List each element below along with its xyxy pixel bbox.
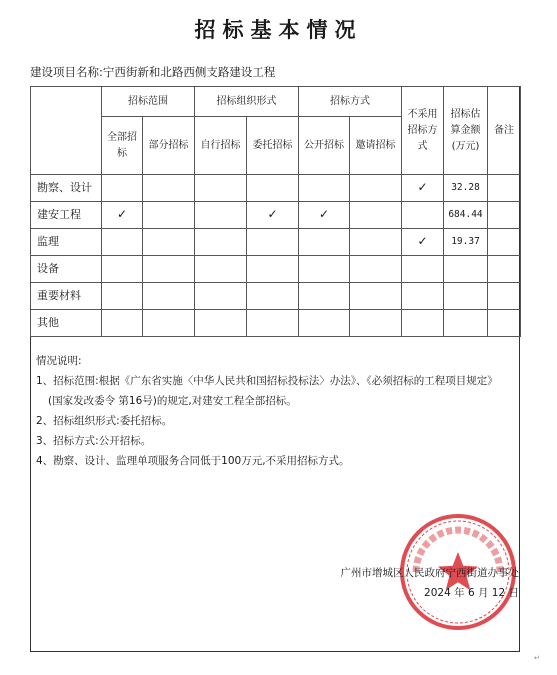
notes-item-1a: 1、招标范围:根据《广东省实施〈中华人民共和国招标投标法〉办法》、《必须招标的工程项目规定》 <box>36 375 498 387</box>
check-mark: ✓ <box>247 202 299 229</box>
header-scope: 招标范围 <box>102 87 195 117</box>
issue-date: 2024 年 6 月 12 日 <box>424 587 519 599</box>
header-remark: 备注 <box>488 87 521 175</box>
amount-cell: 684.44 <box>444 202 488 229</box>
corner-cell <box>31 87 102 175</box>
notes-item-1b: (国家发改委令 第16号)的规定,对建安工程全部招标。 <box>48 395 297 407</box>
tender-table <box>30 86 521 337</box>
issuer-name: 广州市增城区人民政府宁西街道办事处 <box>340 567 519 579</box>
table-row <box>31 175 521 202</box>
project-label: 建设项目名称: <box>30 65 103 79</box>
row-label: 监理 <box>31 229 102 256</box>
notes-item-4: 4、勘察、设计、监理单项服务合同低于100万元,不采用招标方式。 <box>36 455 350 467</box>
header-org-entrust: 委托招标 <box>247 117 299 175</box>
table-row <box>31 310 521 337</box>
notes-item-2: 2、招标组织形式:委托招标。 <box>36 415 173 427</box>
header-method: 招标方式 <box>299 87 402 117</box>
notes-item-3: 3、招标方式:公开招标。 <box>36 435 152 447</box>
row-label: 勘察、设计 <box>31 175 102 202</box>
check-mark: ✓ <box>402 229 444 256</box>
header-method-invite: 邀请招标 <box>350 117 402 175</box>
header-method-open: 公开招标 <box>299 117 350 175</box>
check-mark: ✓ <box>402 175 444 202</box>
header-not-tender: 不采用招标方式 <box>402 87 444 175</box>
header-scope-partial: 部分招标 <box>143 117 195 175</box>
amount-cell: 32.28 <box>444 175 488 202</box>
amount-cell <box>444 256 488 283</box>
header-org: 招标组织形式 <box>195 87 299 117</box>
project-line <box>30 64 275 80</box>
table-row <box>31 229 521 256</box>
notes-section <box>36 351 514 471</box>
header-amount: 招标估算金额(万元) <box>444 87 488 175</box>
header-scope-full: 全部招标 <box>102 117 143 175</box>
table-row <box>31 256 521 283</box>
check-mark: ✓ <box>102 202 143 229</box>
amount-cell <box>444 310 488 337</box>
amount-cell: 19.37 <box>444 229 488 256</box>
amount-cell <box>444 283 488 310</box>
check-mark: ✓ <box>299 202 350 229</box>
project-name: 宁西街新和北路西侧支路建设工程 <box>102 65 276 79</box>
row-label: 重要材料 <box>31 283 102 310</box>
header-org-self: 自行招标 <box>195 117 247 175</box>
row-label: 建安工程 <box>31 202 102 229</box>
notes-heading: 情况说明: <box>36 355 82 367</box>
row-label: 设备 <box>31 256 102 283</box>
return-mark: ↵ <box>534 654 540 662</box>
table-row <box>31 202 521 229</box>
page-title: 招标基本情况 <box>194 17 363 42</box>
row-label: 其他 <box>31 310 102 337</box>
table-row <box>31 283 521 310</box>
